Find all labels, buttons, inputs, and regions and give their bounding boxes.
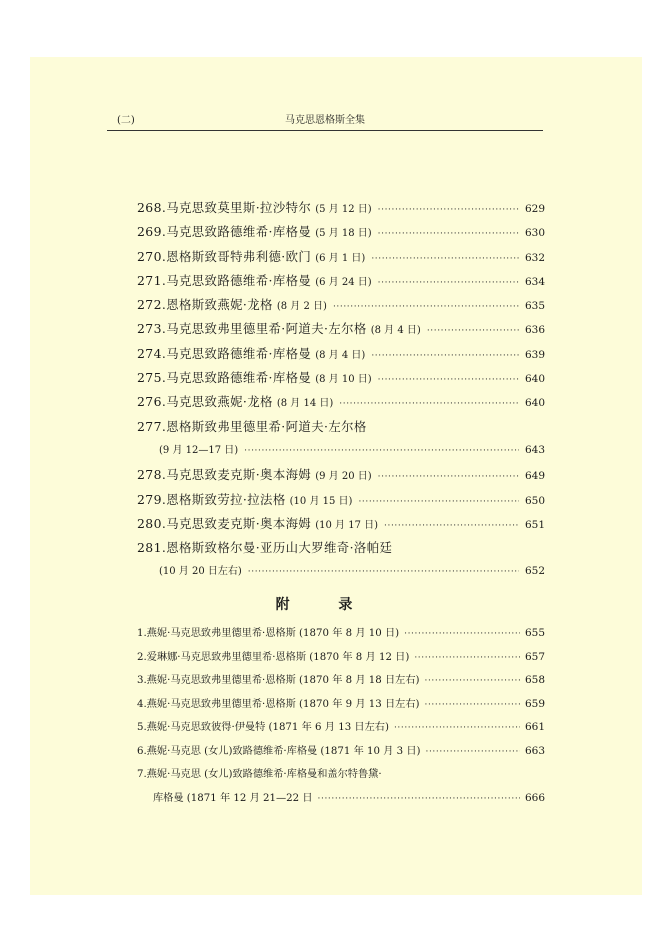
dot-leader — [358, 497, 519, 507]
entry-date: (10 月 20 日左右) — [159, 566, 242, 578]
entry-date: (5 月 12 日) — [315, 204, 372, 215]
entry-title: 6.燕妮·马克思 (女儿)致路德维希·库格曼 (1871 年 10 月 3 日) — [137, 745, 421, 757]
entry-title: 281.恩格斯致格尔曼·亚历山大罗维奇·洛帕廷 — [137, 540, 393, 556]
entry-title: 1.燕妮·马克思致弗里德里希·恩格斯 (1870 年 8 月 10 日) — [137, 628, 400, 639]
page-number: 640 — [524, 397, 545, 410]
page-number: 651 — [524, 518, 545, 531]
entry-date: (9 月 12—17 日) — [159, 444, 239, 456]
dot-leader — [378, 278, 519, 288]
page-number: 659 — [524, 697, 545, 710]
toc-entry-continuation[interactable] — [137, 562, 545, 586]
page-number: 650 — [524, 494, 545, 507]
dot-leader — [378, 229, 519, 239]
page-number: 634 — [524, 275, 545, 288]
toc-entry[interactable] — [137, 198, 545, 222]
page-number: 629 — [524, 203, 545, 215]
page-number: 666 — [524, 791, 545, 804]
entry-title: 4.燕妮·马克思致弗里德里希·恩格斯 (1870 年 9 月 13 日左右) — [137, 698, 420, 710]
dot-leader — [384, 521, 519, 531]
entry-date: (6 月 1 日) — [315, 252, 366, 264]
appendix-entry-continuation[interactable] — [137, 789, 545, 813]
page-number: 655 — [524, 627, 545, 639]
appendix-entry[interactable] — [137, 624, 545, 648]
dot-leader — [394, 723, 520, 733]
entry-title: 275.马克思致路德维希·库格曼 — [137, 370, 312, 386]
page-number: 639 — [524, 348, 545, 361]
page-number: 632 — [524, 251, 545, 264]
toc-entry[interactable] — [137, 247, 545, 271]
dot-leader — [378, 205, 519, 215]
entry-title: 273.马克思致弗里德里希·阿道夫·左尔格 — [137, 321, 367, 337]
toc-entry[interactable] — [137, 392, 545, 416]
dot-leader — [378, 375, 519, 385]
page-number: 630 — [524, 227, 545, 240]
toc-entry[interactable] — [137, 417, 545, 441]
entry-title: 276.马克思致燕妮·龙格 — [137, 394, 273, 410]
entry-title: 3.燕妮·马克思致弗里德里希·恩格斯 (1870 年 8 月 18 日左右) — [137, 675, 420, 686]
dot-leader — [339, 399, 519, 409]
dot-leader — [425, 676, 520, 686]
entry-title: 279.恩格斯致劳拉·拉法格 — [137, 491, 286, 507]
entry-date: (8 月 2 日) — [276, 301, 327, 313]
appendix-heading: 附 录 — [275, 597, 375, 613]
entry-title: 280.马克思致麦克斯·奥本海姆 — [137, 515, 312, 531]
running-title: 马克思恩格斯全集 — [285, 115, 365, 126]
entry-date: (5 月 18 日) — [315, 228, 372, 240]
entry-date: (10 月 17 日) — [315, 519, 379, 531]
entry-title: 270.恩格斯致哥特弗利德·欧门 — [137, 248, 312, 264]
page-number: 658 — [524, 674, 545, 686]
toc-entry[interactable] — [137, 222, 545, 246]
entry-title: 274.马克思致路德维希·库格曼 — [137, 345, 312, 361]
toc-entry[interactable] — [137, 344, 545, 368]
entry-title: 库格曼 (1871 年 12 月 21—22 日 — [153, 792, 313, 804]
entry-title: 278.马克思致麦克斯·奥本海姆 — [137, 467, 312, 483]
appendix-entry[interactable] — [137, 671, 545, 695]
page-number: 661 — [524, 721, 545, 733]
page-number: 635 — [524, 300, 545, 313]
dot-leader — [414, 653, 520, 663]
entry-date: (6 月 24 日) — [315, 276, 372, 288]
toc-entry[interactable] — [137, 538, 545, 562]
dot-leader — [426, 747, 520, 757]
toc-entry[interactable] — [137, 271, 545, 295]
appendix-entry[interactable] — [137, 742, 545, 766]
toc-entry[interactable] — [137, 465, 545, 489]
entry-title: 268.马克思致莫里斯·拉沙特尔 — [137, 200, 312, 215]
appendix-entry[interactable] — [137, 718, 545, 742]
entry-date: (10 月 15 日) — [289, 495, 353, 507]
page-number: 649 — [524, 470, 545, 483]
toc-entry[interactable] — [137, 319, 545, 343]
page-number: 663 — [524, 744, 545, 757]
page-number: 657 — [524, 650, 545, 663]
dot-leader — [333, 302, 519, 312]
entry-title: 7.燕妮·马克思 (女儿)致路德维希·库格曼和盖尔特鲁黛· — [137, 769, 382, 780]
dot-leader — [318, 794, 520, 804]
entry-date: (8 月 4 日) — [315, 349, 366, 361]
appendix-entry[interactable] — [137, 765, 545, 789]
toc-entry[interactable] — [137, 514, 545, 538]
dot-leader — [378, 472, 519, 482]
dot-leader — [244, 446, 519, 456]
entry-title: 271.马克思致路德维希·库格曼 — [137, 272, 312, 288]
entry-title: 2.爱琳娜·马克思致弗里德里希·恩格斯 (1870 年 8 月 12 日) — [137, 651, 410, 663]
entry-title: 277.恩格斯致弗里德里希·阿道夫·左尔格 — [137, 418, 367, 434]
entry-title: 5.燕妮·马克思致彼得·伊曼特 (1871 年 6 月 13 日左右) — [137, 722, 389, 733]
dot-leader — [371, 351, 519, 361]
toc-entry-continuation[interactable] — [137, 441, 545, 465]
page-header — [107, 108, 543, 131]
appendix-entry[interactable] — [137, 695, 545, 719]
entry-date: (8 月 10 日) — [315, 374, 372, 386]
entry-date: (9 月 20 日) — [315, 471, 372, 483]
page-number: 636 — [524, 324, 545, 337]
toc-entry[interactable] — [137, 490, 545, 514]
dot-leader — [371, 254, 519, 264]
dot-leader — [427, 326, 519, 336]
appendix-list — [137, 624, 545, 812]
page-number: 643 — [524, 443, 545, 456]
entry-date: (8 月 14 日) — [276, 398, 334, 410]
dot-leader — [248, 567, 519, 577]
page-marker: (二) — [117, 115, 135, 126]
entry-date: (8 月 4 日) — [370, 325, 421, 337]
toc-list — [137, 198, 545, 587]
page-number: 652 — [524, 565, 545, 578]
entry-title: 269.马克思致路德维希·库格曼 — [137, 224, 312, 240]
page-number: 640 — [524, 373, 545, 386]
toc-entry[interactable] — [137, 368, 545, 392]
dot-leader — [404, 629, 520, 639]
toc-entry[interactable] — [137, 295, 545, 319]
entry-title: 272.恩格斯致燕妮·龙格 — [137, 297, 273, 313]
appendix-entry[interactable] — [137, 648, 545, 672]
dot-leader — [425, 700, 520, 710]
